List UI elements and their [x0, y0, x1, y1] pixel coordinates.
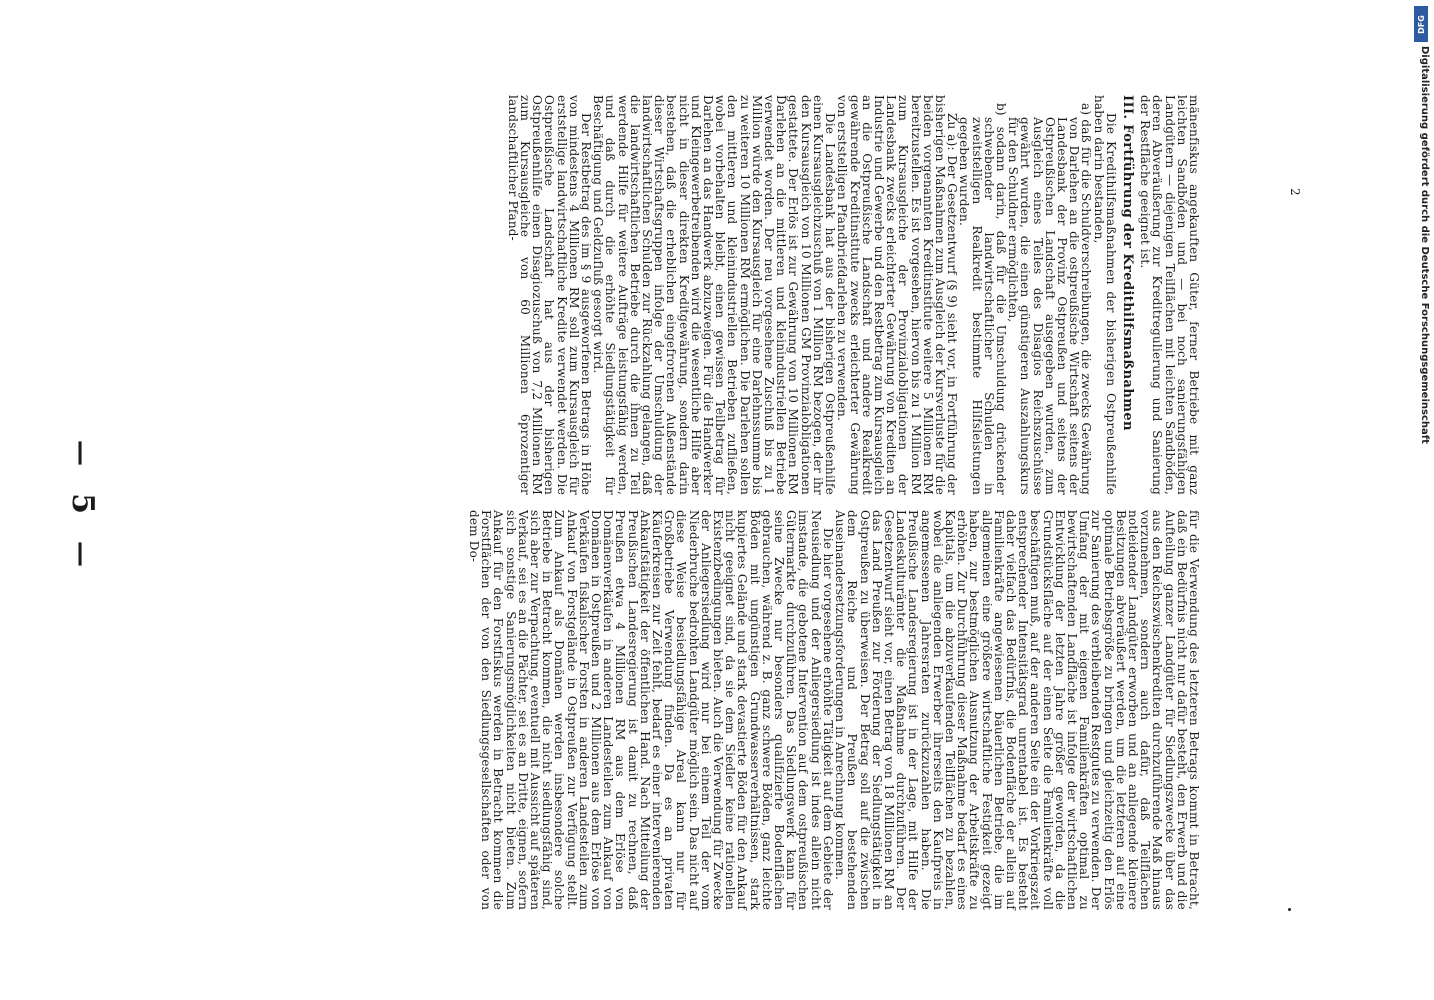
paragraph: Die Landesbank hat aus der bisherigen Ostpreußenhilfe einen Kursausgleichzuschuß von 1 Million RM bezogen, der ihr den Kursausgleich von 10 Millionen GM Provinzialobligationen gestattete. Der Erlös ist zur Gewährung von 10 Millionen RM Darlehen an die mittleren und kleinindustriellen Betriebe verwendet worden. Der neu vorgesehene Zuschuß bis zu 1 Million würde den Kursausgleich für eine Darlehnssumme bis zu weiteren 10 Millionen RM ermöglichen. Die Darlehen sollen den mittleren und kleinindustriellen Betrieben zufließen, wobei vorbehalten bleibt, einen gewissen Teilbetrag für Darlehen an das Handwerk abzuzweigen. Für die Handwerker und Kleingewerbetreibenden wird die wesentliche Hilfe aber nicht in dieser direkten Kreditgewährung, sondern darin bestehen, daß die erheblichen eingefrorenen Außenstände dieser Wirtschaftsgruppen infolge der Umschuldung der landwirtschaftlichen Schulden zur Rückzahlung gelangen, daß die landwirtschaftlichen Betriebe durch die ihnen zu Teil werdende Hilfe für weitere Aufträge leistungsfähig werden, und daß durch die erhöhte Siedlungstätigkeit für Beschäftigung und Geldzufluß gesorgt wird.	[591, 95, 838, 495]
list-item: a) daß für die Schuldverschreibungen, die zwecks Gewährung von Darlehen an die ostpreußische Wirtschaft seitens der Landesbank der Provinz Ostpreußen und seitens der Ostpreußischen Landschaft ausgegeben wurden, zum Ausgleich eines Teiles des Disagios Reichszuschüsse gewährt wurden, die einen günstigeren Auszahlungskurs für den Schuldner ermöglichten,	[1006, 103, 1094, 495]
list-item: b) sodann darin, daß für die Umschuldung drückender schwebender landwirtschaftlicher Schulden in zweitstelligen Realkredit bestimmte Hilfsleistungen gegeben wurden.	[957, 103, 1008, 495]
paragraph: Die Kredithilfsmaßnahmen der bisherigen Ostpreußenhilfe haben darin bestanden,	[1091, 95, 1118, 495]
digitization-note: Digitalisierung gefördert durch die Deutsche Forschungsgemeinschaft	[1419, 46, 1430, 444]
page-header	[65, 440, 100, 567]
header-dash-right: —	[66, 541, 96, 567]
footer-number: 2	[1288, 188, 1302, 196]
section-heading: III. Fortführung der Kredithilfsmaßnahmen	[1119, 95, 1135, 431]
paragraph: Die hier vorgesehene erhöhte Tätigkeit auf dem Gebiete der Neusiedlung und der Anliegersiedlung ist indes allein nicht imstande, die gebotene Intervention auf dem ostpreußischen Gütermarkte durchzuführen. Das Siedlungswerk kann für seine Zwecke nur besonders qualifizierte Bodenflächen gebrauchen, während z. B. ganz schwere Böden, ganz leichte Böden mit ungünstigen Grundwasserverhältnissen, stark kupiertes Gelände und stark devastierte Böden für den Ankauf nicht geeignet sind, da sie dem Siedler keine rationellen Existenzbedingungen bieten. Auch die Verwendung für Zwecke der Anliegersiedlung wird nur bei einem Teil der vom Niederbruche bedrohten Landgüter möglich sein. Das nicht auf diese Weise besiedlungsfähige Areal kann nur für Großbetriebe Verwendung finden. Da es an privaten Käuferkreisen zur Zeit fehlt, bedarf es einer intervenierenden Ankaufstätigkeit der öffentlichen Hand. Nach Mitteilung der Preußischen Landesregierung ist damit zu rechnen, daß Preußen etwa 4 Millionen RM aus dem Erlöse von Domänenverkäufen in anderen Landesteilen zum Ankauf von Domänen in Ostpreußen und 2 Millionen aus dem Erlöse von Verkäufen fiskalischer Forsten in anderen Landesteilen zum Ankauf von Forstgelände in Ostpreußen zur Verfügung stellt. Zum Ankauf als Domänen werden insbesondere solche Betriebe in Betracht kommen, die nicht siedlungsfähig sind, sich aber zur Verpachtung, eventuell mit Aussicht auf späteren Verkauf, sei es an die Pächter, sei es an Dritte, eignen, sofern sich sonstige Sanierungsmöglichkeiten nicht bieten. Zum Ankauf für den Forstfiskus werden in Betracht kommen die Forstflächen der von den Siedlungsgesellschaften oder von dem Do-	[467, 510, 835, 910]
header-dash-left: —	[66, 440, 96, 466]
paragraph: für die Verwendung des letzteren Betrags kommt in Betracht, daß ein Bedürfnis nicht nur dafür besteht, den Erwerb und die Aufteilung ganzer Landgüter für Siedlungszwecke über das aus den Reichszwischenkrediten durchzuführende Maß hinaus vorzunehmen, sondern auch dafür, daß Teilflächen notleidender Landgüter erworben und an anliegende kleinere Besitzungen abveräußert werden, um die letzteren auf eine optimale Betriebsgröße zu bringen und gleichzeitig den Erlös zur Sanierung des verbleibenden Restgutes zu verwenden. Der Umfang der mit eigenen Familienkräften optimal zu bewirtschaftenden Landfläche ist infolge der wirtschaftlichen Entwicklung der letzten Jahre größer geworden, da die Grundstücksfläche auf der einen Seite die Familienkräfte voll beschäftigen muß, auf der anderen Seite ein der Vorkriegszeit entsprechender Intensitätsgrad unrentabel ist. Es besteht daher vielfach das Bedürfnis, die Bodenfläche der allein auf Familienkräfte angewiesenen bäuerlichen Betriebe, die im allgemeinen eine größere wirtschaftliche Festigkeit gezeigt haben, zur bestmöglichen Ausnutzung der Arbeitskräfte zu erhöhen. Zur Durchführung dieser Maßnahme bedarf es eines Kapitals, um die abzuverkaufenden Teilflächen zu bezahlen, wobei die anliegenden Erwerber ihrerseits den Kaufpreis in angemessenen Jahresraten zurückzuzahlen haben. Die Preußische Landesregierung ist in der Lage, mit Hilfe der Landeskulturämter die Maßnahme durchzuführen. Der Gesetzentwurf sieht vor, einen Betrag von 18 Millionen RM an das Land Preußen zur Förderung der Siedlungstätigkeit in Ostpreußen zu überweisen. Der Betrag soll auf die zwischen dem Reiche und Preußen bestehenden Auseinandersetzungsforderungen in Anrechnung kommen.	[833, 510, 1201, 910]
stray-mark	[1288, 908, 1291, 911]
text-column-right	[507, 95, 1200, 495]
paragraph: Zu a): Der Gesetzentwurf (§ 9) sieht vor, in Fortführung der bisherigen Maßnahmen zum Ausgleich der Kursverluste für die beiden vorgenannten Kreditinstitute weitere 5 Millionen RM bereitzustellen. Es ist vorgesehen, hiervon bis zu 1 Million RM zum Kursausgleiche der Provinzialobligationen der Landesbank zwecks erleichterter Gewährung von Krediten an Industrie und Gewerbe und den Restbetrag zum Kursausgleich an die Ostpreußische Landschaft und andere Realkredit gewährende Kreditinstitute zwecks erleichterter Gewährung von erststelligen Pfandbriefdarlehen zu verwenden.	[835, 95, 960, 495]
paragraph: Der Restbetrag des im § 9 ausgeworfenen Betrags in Höhe von mindestens 4 Millionen RM soll zum Kursausgleich für erststellige landwirtschaftliche Kredite verwendet werden. Die Ostpreußische Landschaft hat aus der bisherigen Ostpreußenhilfe einen Disagiozuschuß von 7,2 Millionen RM zum Kursausgleiche von 60 Millionen 6prozentiger landschaftlicher Pfand-	[505, 95, 594, 495]
page-number: 5	[65, 493, 100, 514]
text-column-left	[468, 510, 1200, 910]
dfg-logo: DFG	[1414, 6, 1428, 42]
paragraph: mänenfiskus angekauften Güter, ferner Betriebe mit ganz leichten Sandböden und — bei noch sanierungsfähigen Landgütern — diejenigen Teilflächen mit leichten Sandböden, deren Abveräußerung zur Kreditregulierung und Sanierung der Restfläche geeignet ist.	[1138, 95, 1201, 495]
